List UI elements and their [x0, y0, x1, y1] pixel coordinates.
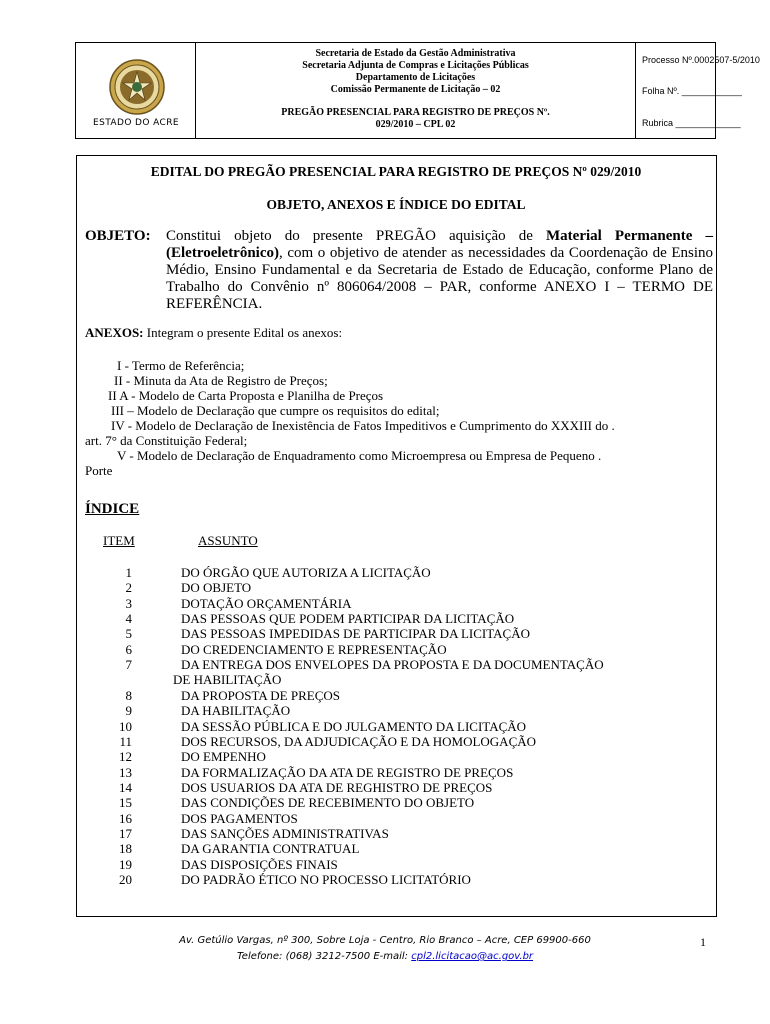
indice-item-title: DOTAÇÃO ORÇAMENTÁRIA — [181, 595, 352, 611]
state-seal-icon — [107, 57, 167, 117]
indice-item-title: DE HABILITAÇÃO — [173, 672, 282, 688]
folha-field: Folha Nº. ____________ — [642, 86, 742, 96]
org-line: Departamento de Licitações — [355, 72, 476, 83]
indice-item-number: 14 — [119, 779, 132, 795]
indice-item-number: 18 — [119, 841, 132, 857]
indice-item-title: DA FORMALIZAÇÃO DA ATA DE REGISTRO DE PREÇOS — [181, 764, 514, 780]
indice-item-number: 3 — [125, 595, 132, 611]
anexo-item-cont: Porte — [85, 463, 113, 478]
indice-item-title: DA HABILITAÇÃO — [181, 703, 291, 719]
pregao-line: 029/2010 – CPL 02 — [375, 119, 456, 130]
indice-item-number: 7 — [125, 657, 132, 673]
indice-item-title: DOS USUARIOS DA ATA DE REGHISTRO DE PREÇOS — [181, 779, 493, 795]
indice-item-title: DAS PESSOAS QUE PODEM PARTICIPAR DA LICITAÇÃO — [181, 611, 515, 627]
column-header-item: ITEM — [103, 533, 135, 548]
indice-item-number: 16 — [119, 810, 132, 826]
indice-item-title: DA SESSÃO PÚBLICA E DO JULGAMENTO DA LICITAÇÃO — [181, 718, 527, 734]
footer-email-link[interactable]: cpl2.licitacao@ac.gov.br — [411, 951, 534, 962]
indice-item-number: 6 — [125, 641, 132, 657]
indice-item-title: DOS PAGAMENTOS — [181, 810, 298, 826]
document-header — [75, 42, 760, 139]
footer-phone: Telefone: (068) 3212-7500 E-mail: — [236, 951, 412, 962]
objeto-label: OBJETO: — [85, 228, 151, 244]
seal-label: ESTADO DO ACRE — [93, 118, 179, 128]
edital-title: EDITAL DO PREGÃO PRESENCIAL PARA REGISTRO DE PREÇOS Nº 029/2010 — [150, 164, 642, 179]
anexo-item: I - Termo de Referência; — [117, 358, 245, 373]
indice-item-number: 8 — [125, 687, 132, 703]
indice-item-title: DAS PESSOAS IMPEDIDAS DE PARTICIPAR DA LICITAÇÃO — [181, 626, 531, 642]
anexos-text: Integram o presente Edital os anexos: — [143, 325, 343, 340]
indice-item-number: 5 — [125, 626, 132, 642]
indice-item-number: 20 — [119, 872, 132, 887]
indice-item-number: 19 — [119, 856, 132, 872]
edital-subtitle: OBJETO, ANEXOS E ÍNDICE DO EDITAL — [266, 197, 526, 212]
indice-item-title: DO EMPENHO — [181, 749, 266, 765]
indice-item-title: DO ÓRGÃO QUE AUTORIZA A LICITAÇÃO — [181, 565, 431, 580]
anexo-item: II - Minuta da Ata de Registro de Preços; — [114, 373, 328, 388]
indice-item-title: DA PROPOSTA DE PREÇOS — [181, 687, 340, 703]
org-line: Secretaria de Estado da Gestão Administrativa — [315, 48, 516, 59]
objeto-text-part: Constitui objeto do presente PREGÃO aquisição de — [166, 228, 547, 244]
anexo-item-cont: art. 7° da Constituição Federal; — [85, 433, 248, 448]
rubrica-field: Rubrica _____________ — [642, 118, 741, 128]
org-line: Secretaria Adjunta de Compras e Licitações Públicas — [302, 60, 529, 71]
footer-contact — [0, 951, 770, 962]
anexo-item: IV - Modelo de Declaração de Inexistência de Fatos Impeditivos e Cumprimento do XXXIII do . — [111, 418, 615, 433]
indice-item-number: 15 — [119, 795, 132, 811]
indice-item-title: DA ENTREGA DOS ENVELOPES DA PROPOSTA E DA DOCUMENTAÇÃO — [181, 657, 604, 673]
org-line: Comissão Permanente de Licitação – 02 — [330, 84, 501, 95]
anexos-label: ANEXOS: — [85, 325, 144, 340]
anexos-intro — [85, 325, 707, 341]
anexo-item: II A - Modelo de Carta Proposta e Planilha de Preços — [108, 388, 384, 403]
objeto-text — [166, 228, 713, 313]
anexo-item: III – Modelo de Declaração que cumpre os requisitos do edital; — [111, 403, 440, 418]
column-header-assunto: ASSUNTO — [198, 533, 258, 548]
indice-item-number: 17 — [119, 825, 132, 841]
page-number: 1 — [700, 935, 706, 949]
pregao-line: PREGÃO PRESENCIAL PARA REGISTRO DE PREÇOS Nº. — [281, 107, 550, 118]
indice-item-number: 11 — [119, 733, 132, 749]
indice-item-number: 10 — [119, 718, 132, 734]
indice-item-title: DAS SANÇÕES ADMINISTRATIVAS — [181, 825, 389, 841]
header-org-cell — [196, 43, 636, 138]
indice-item-number: 4 — [125, 611, 132, 627]
header-process-cell — [636, 43, 760, 138]
anexo-item: V - Modelo de Declaração de Enquadramento como Microempresa ou Empresa de Pequeno . — [117, 448, 602, 463]
indice-title: ÍNDICE — [85, 501, 140, 517]
indice-item-title: DA GARANTIA CONTRATUAL — [181, 841, 360, 857]
indice-item-title: DO PADRÃO ÉTICO NO PROCESSO LICITATÓRIO — [181, 872, 471, 887]
indice-item-title: DAS CONDIÇÕES DE RECEBIMENTO DO OBJETO — [181, 795, 475, 811]
footer-address: Av. Getúlio Vargas, nº 300, Sobre Loja - Centro, Rio Branco – Acre, CEP 69900-660 — [179, 935, 591, 946]
edital-frame — [76, 155, 717, 917]
indice-item-title: DO CREDENCIAMENTO E REPRESENTAÇÃO — [181, 641, 447, 657]
indice-item-title: DOS RECURSOS, DA ADJUDICAÇÃO E DA HOMOLOGAÇÃO — [181, 733, 537, 749]
objeto-material: Material Permanente – (Eletroeletrônico) — [166, 228, 713, 261]
objeto-text-part: , com o objetivo de atender as necessidades da Coordenação de Ensino Médio, Ensino Fundamental e da Secretaria de Estado de Educação, conforme Plano de Trabalho do Convênio nº 806064/2008 – PAR, conforme ANEXO I – TERMO DE REFERÊNCIA. — [166, 245, 713, 312]
indice-item-number: 9 — [125, 703, 132, 719]
indice-item-number: 13 — [119, 764, 132, 780]
indice-item-number: 2 — [125, 580, 132, 596]
seal-cell — [76, 43, 196, 138]
indice-item-number: 12 — [119, 749, 132, 765]
processo-number: Processo Nº.0002507-5/2010 — [642, 55, 760, 65]
indice-item-title: DAS DISPOSIÇÕES FINAIS — [181, 856, 338, 872]
indice-item-title: DO OBJETO — [181, 580, 252, 596]
indice-item-number: 1 — [125, 565, 132, 580]
